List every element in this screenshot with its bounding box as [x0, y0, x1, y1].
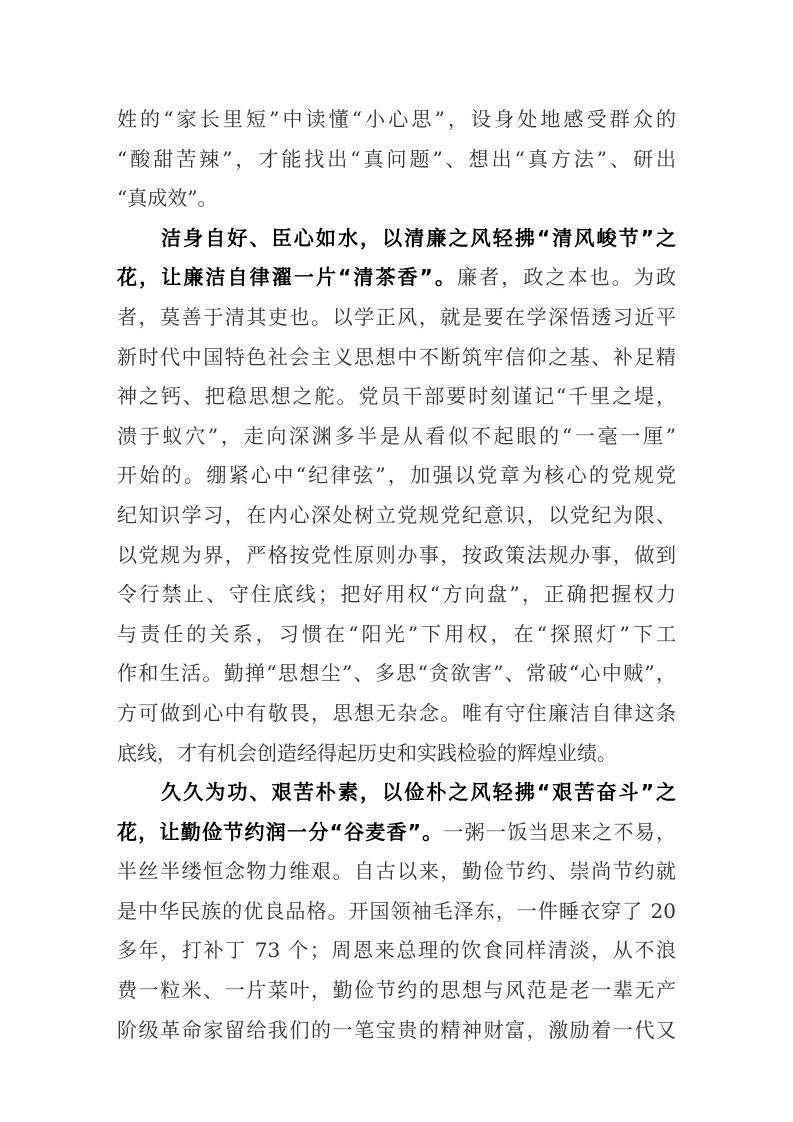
bold-heading-text: 花，让廉洁自律濯一片“清茶香”。: [117, 265, 458, 290]
text-line: 阶级革命家留给我们的一笔宝贵的精神财富，激励着一代又: [117, 1017, 676, 1042]
text-line: 者，莫善于清其吏也。以学正风，就是要在学深悟透习近平: [117, 304, 676, 329]
text-line: 作和生活。勤掸“思想尘”、多思“贪欲害”、常破“心中贼”，: [117, 661, 676, 686]
text-line: 新时代中国特色社会主义思想中不断筑牢信仰之基、补足精: [117, 344, 676, 369]
body-text: 廉者，政之本也。为政: [457, 265, 677, 290]
text-line: 多年，打补丁 73 个；周恩来总理的饮食同样清淡，从不浪: [117, 938, 676, 963]
bold-heading-text: 花，让勤俭节约润一分“谷麦香”。: [117, 819, 444, 844]
paragraph-continuation: [117, 100, 676, 219]
paragraph-frugality: [117, 773, 676, 1050]
text-line: [117, 813, 676, 853]
text-line: “真成效”。: [117, 186, 218, 211]
paragraph-heading-line: 洁身自好、臣心如水，以清廉之风轻拂“清风峻节”之: [161, 225, 676, 250]
text-line: 费一粒米、一片菜叶，勤俭节约的思想与风范是老一辈无产: [117, 978, 676, 1003]
text-line: 半丝半缕恒念物力维艰。自古以来，勤俭节约、崇尚节约就: [117, 859, 676, 884]
paragraph-integrity: [117, 219, 676, 773]
text-line: 以党规为界，严格按党性原则办事，按政策法规办事，做到: [117, 542, 676, 567]
text-line: 神之钙、把稳思想之舵。党员干部要时刻谨记“千里之堤，: [117, 384, 676, 409]
text-line: [117, 258, 676, 298]
text-line: 是中华民族的优良品格。开国领袖毛泽东，一件睡衣穿了 20: [117, 898, 676, 923]
text-line: 方可做到心中有敬畏，思想无杂念。唯有守住廉洁自律这条: [117, 700, 676, 725]
text-line: 底线，才有机会创造经得起历史和实践检验的辉煌业绩。: [117, 740, 617, 765]
document-page: [117, 100, 676, 1050]
text-line: 令行禁止、守住底线；把好用权“方向盘”，正确把握权力: [117, 582, 676, 607]
text-line: 姓的“家长里短”中读懂“小心思”，设身处地感受群众的: [117, 107, 676, 131]
text-line: 与责任的关系，习惯在“阳光”下用权，在“探照灯”下工: [117, 621, 676, 646]
body-text: 一粥一饭当思来之不易，: [443, 819, 676, 844]
text-line: 纪知识学习，在内心深处树立党规党纪意识，以党纪为限、: [117, 502, 676, 527]
text-line: 溃于蚁穴”，走向深渊多半是从看似不起眼的“一毫一厘”: [117, 423, 676, 448]
text-line: “酸甜苦辣”，才能找出“真问题”、想出“真方法”、研出: [117, 146, 676, 171]
text-line: 开始的。绷紧心中“纪律弦”，加强以党章为核心的党规党: [117, 463, 676, 488]
paragraph-heading-line: 久久为功、艰苦朴素，以俭朴之风轻拂“艰苦奋斗”之: [161, 780, 676, 805]
